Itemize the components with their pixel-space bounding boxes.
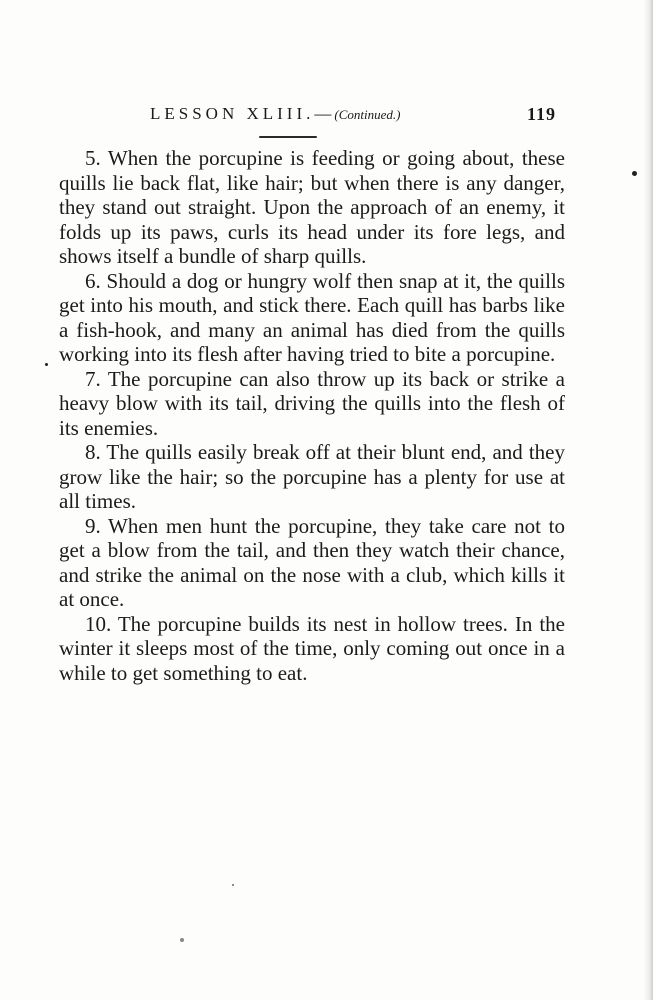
body-text	[59, 146, 565, 685]
paragraph-7: 7. The porcupine can also throw up its back or strike a heavy blow with its tail, driving the quills into the flesh of its enemies.	[59, 366, 565, 440]
lesson-title: LESSON XLIII.	[150, 104, 315, 123]
scan-speck	[232, 884, 234, 886]
paragraph-9: 9. When men hunt the porcupine, they take care not to get a blow from the tail, and then they watch their chance, and strike the animal on the nose with a club, which kills it at once.	[59, 513, 565, 611]
page-number: 119	[527, 104, 557, 124]
paragraph-10: 10. The porcupine builds its nest in hollow trees. In the winter it sleeps most of the time, only coming out once in a while to get something to eat.	[59, 611, 565, 685]
scan-speck	[45, 363, 48, 366]
continued-label: (Continued.)	[334, 107, 401, 122]
scan-speck	[180, 938, 184, 942]
running-head	[150, 104, 570, 130]
page-edge-shadow	[643, 0, 653, 1000]
paragraph-5: 5. When the porcupine is feeding or going about, these quills lie back flat, like hair; but when there is any danger, they stand out straight. Upon the approach of an enemy, it folds up its paws, curls its head under its fore legs, and shows itself a bundle of sharp quills.	[59, 146, 565, 268]
paragraph-8: 8. The quills easily break off at their blunt end, and they grow like the hair; so the porcupine has a plenty for use at all times.	[59, 440, 565, 513]
title-dash: —	[314, 104, 335, 123]
header-rule	[259, 136, 317, 138]
paragraph-6: 6. Should a dog or hungry wolf then snap at it, the quills get into his mouth, and stick there. Each quill has barbs like a fish-hook, and many an animal has died from the quills working into its flesh after having tried to bite a porcupine.	[59, 268, 565, 366]
scan-speck	[632, 171, 637, 176]
